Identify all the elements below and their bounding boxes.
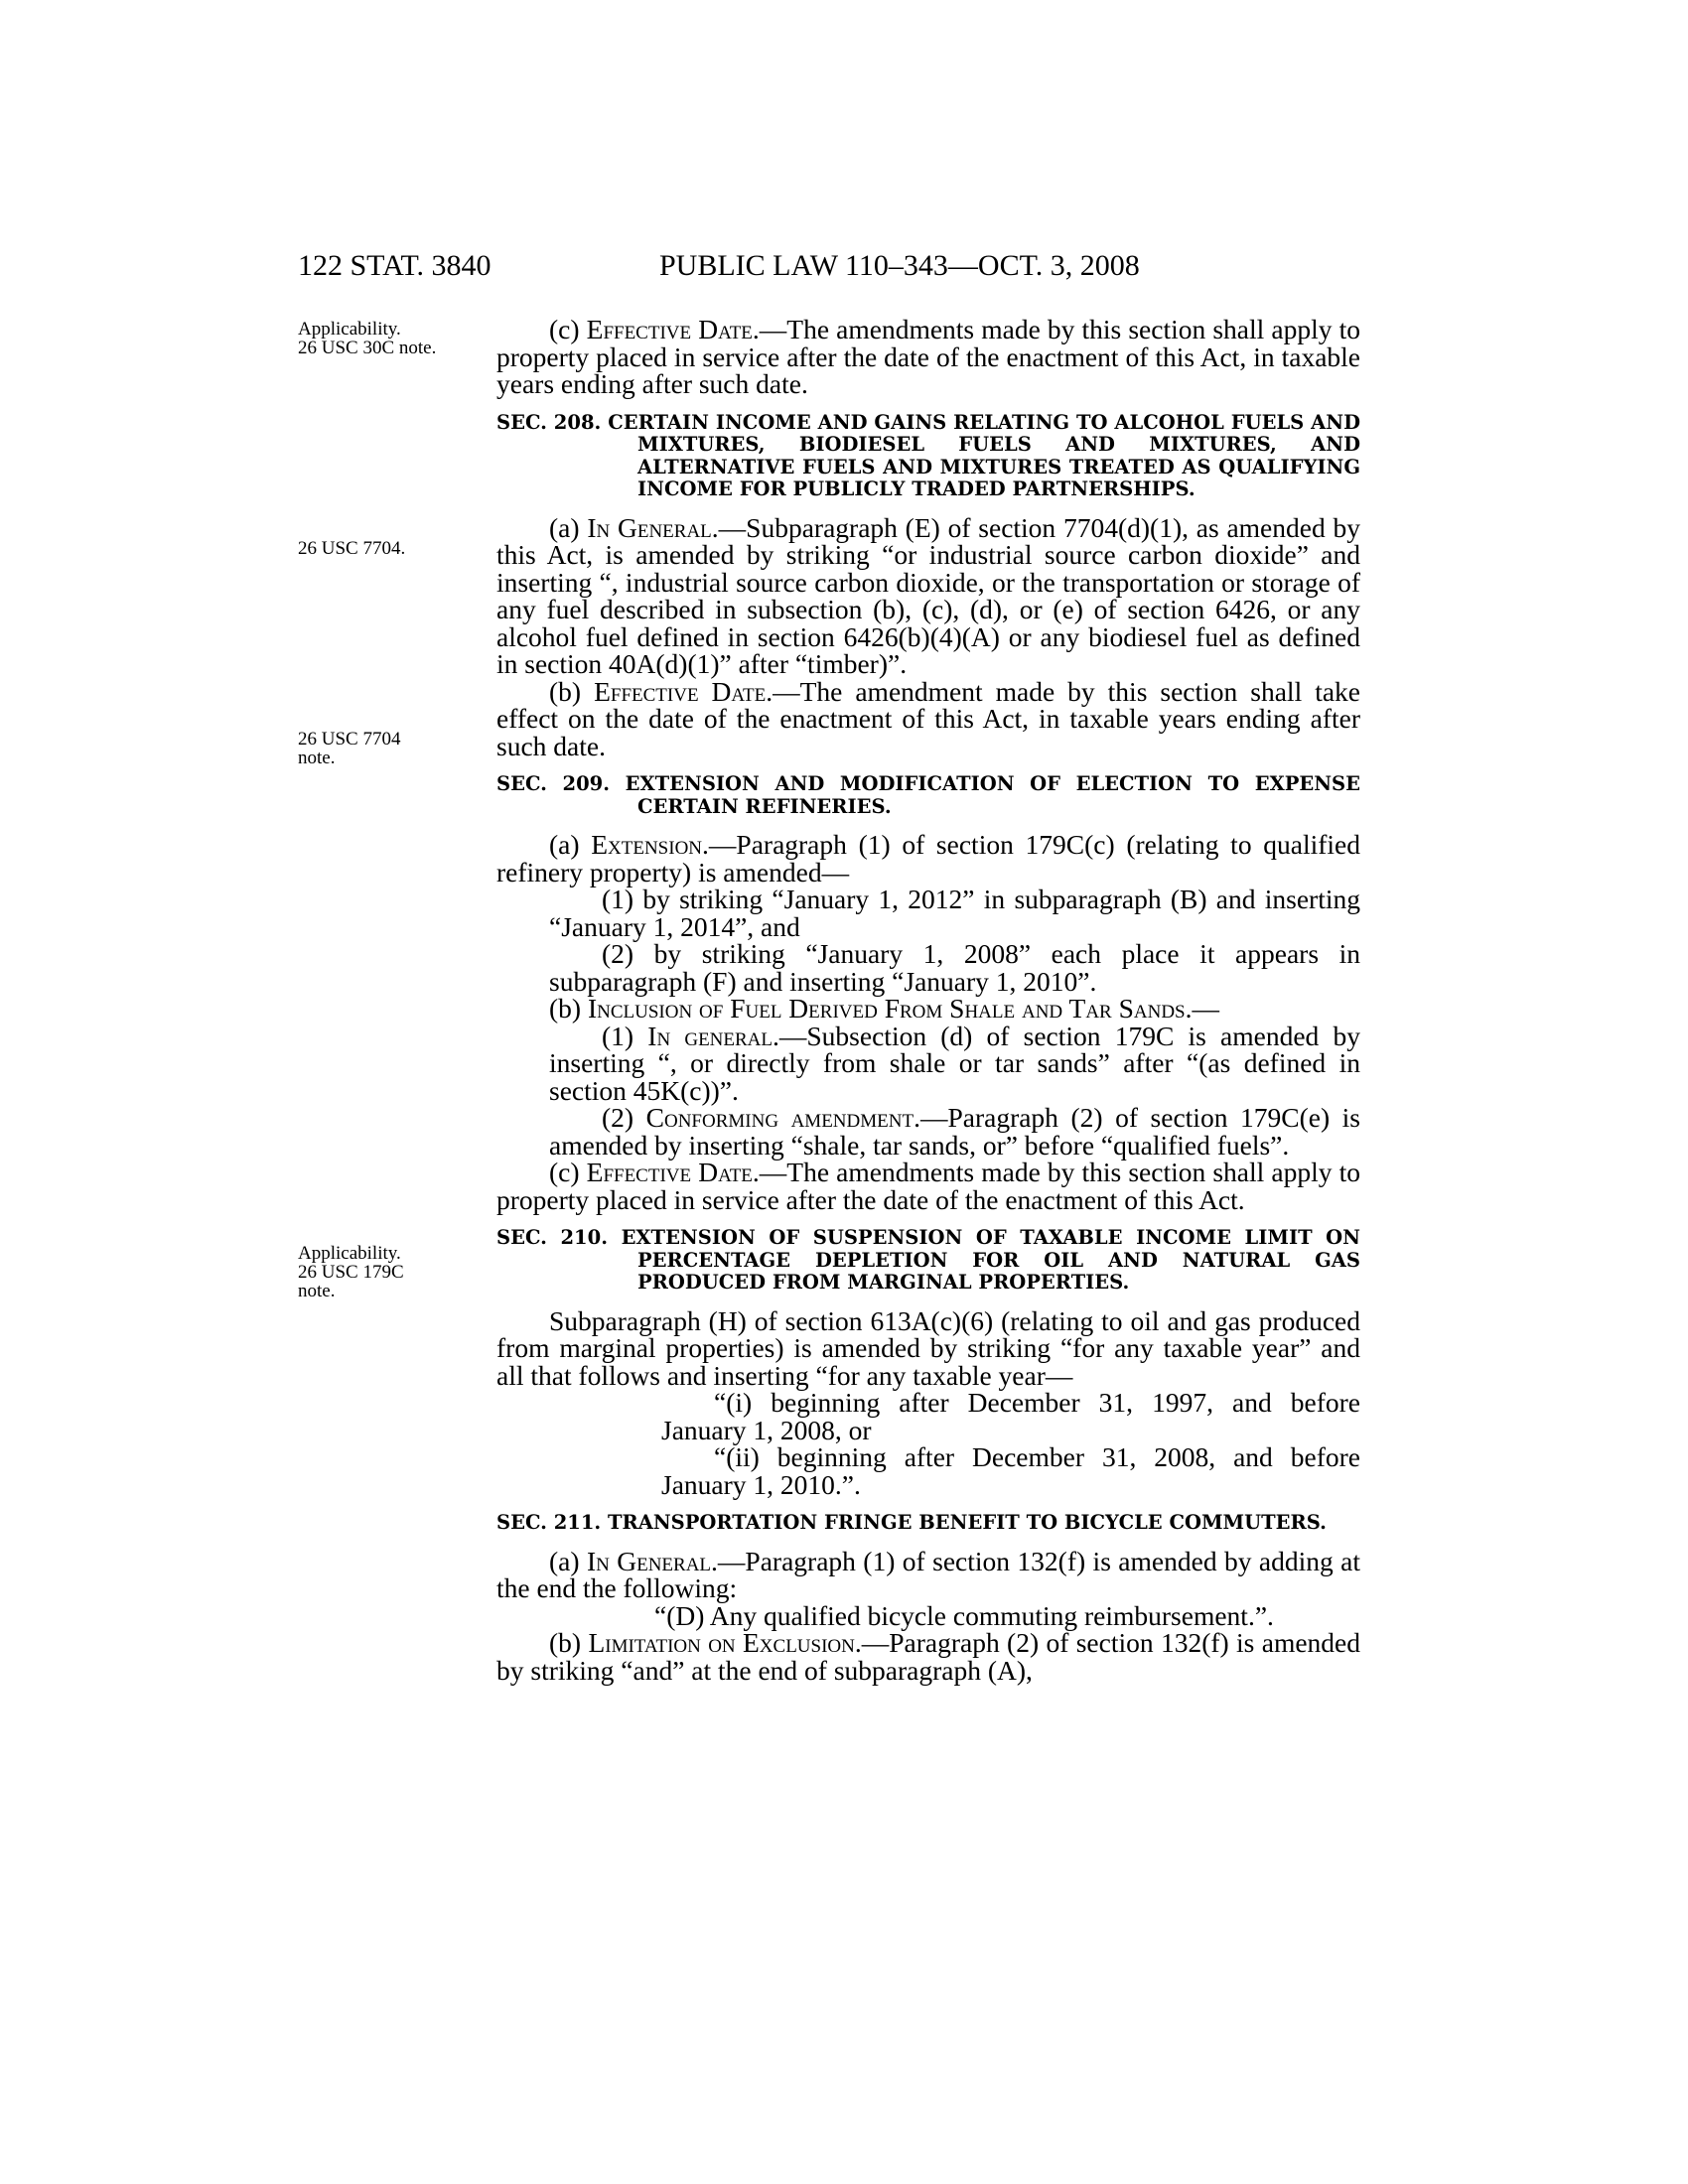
paragraph: (1) In general.—Subsection (d) of section 179C is amended by inserting “, or directly from shale or tar sands” after “(as defined in section 45K(c))”. — [549, 1020, 1360, 1106]
margin-note — [298, 320, 487, 357]
paragraph: (c) Effective Date.—The amendments made by this section shall apply to property placed in service after the date of the enactment of this Act, in taxable years ending after such date. — [496, 314, 1360, 399]
page-header — [298, 248, 1360, 288]
main-text-column — [496, 316, 1360, 1684]
margin-note-line: 26 USC 7704. — [298, 538, 406, 559]
public-law-citation: PUBLIC LAW 110–343—OCT. 3, 2008 — [659, 249, 1140, 282]
margin-note-line: Applicability. — [298, 1243, 401, 1264]
margin-note — [298, 1244, 487, 1300]
paragraph: “(i) beginning after December 31, 1997, and before January 1, 2008, or — [661, 1387, 1360, 1445]
section-heading: SEC. 209. EXTENSION AND MODIFICATION OF ELECTION TO EXPENSE CERTAIN REFINERIES. — [496, 772, 1360, 818]
margin-note-line: 26 USC 30C note. — [298, 338, 437, 358]
margin-note-line: Applicability. — [298, 319, 401, 340]
margin-note — [298, 539, 487, 558]
section-heading: SEC. 211. TRANSPORTATION FRINGE BENEFIT TO BICYCLE COMMUTERS. — [496, 1511, 1327, 1534]
paragraph: (a) In General.—Subparagraph (E) of section 7704(d)(1), as amended by this Act, is amended by striking “or industrial source carbon dioxide” and inserting “, industrial source carbon dioxide, or the transportation or storage of any fuel described in subsection (b), (c), (d), or (e) of section 6426, or any alcohol fuel defined in section 6426(b)(4)(A) or any biodiesel fuel as defined in section 40A(d)(1)” after “timber)”. — [496, 511, 1361, 679]
section-heading: SEC. 210. EXTENSION OF SUSPENSION OF TAXABLE INCOME LIMIT ON PERCENTAGE DEPLETION FOR OIL AND NATURAL GAS PRODUCED FROM MARGINAL PROPERTIES. — [496, 1226, 1360, 1294]
paragraph: (a) In General.—Paragraph (1) of section 132(f) is amended by adding at the end the following: — [496, 1545, 1361, 1603]
paragraph: (b) Inclusion of Fuel Derived From Shale and Tar Sands.— — [549, 993, 1219, 1024]
paragraph: (b) Effective Date.—The amendment made by this section shall take effect on the date of the enactment of this Act, in taxable years ending after such date. — [496, 675, 1360, 761]
margin-note-line: 26 USC 179C — [298, 1262, 404, 1283]
margin-note-line: note. — [298, 748, 336, 768]
paragraph: (c) Effective Date.—The amendments made by this section shall apply to property placed in service after the date of the enactment of this Act. — [496, 1157, 1360, 1215]
paragraph: “(D) Any qualified bicycle commuting reimbursement.”. — [654, 1599, 1274, 1631]
section-heading: SEC. 208. CERTAIN INCOME AND GAINS RELATING TO ALCOHOL FUELS AND MIXTURES, BIODIESEL FUELS AND MIXTURES, AND ALTERNATIVE FUELS AND MIXTURES TREATED AS QUALIFYING INCOME FOR PUBLICLY TRADED PARTNERSHIPS. — [496, 410, 1360, 500]
margin-note-line: note. — [298, 1281, 336, 1301]
paragraph: (a) Extension.—Paragraph (1) of section 179C(c) (relating to qualified refinery property) is amended— — [496, 829, 1360, 887]
paragraph: (2) by striking “January 1, 2008” each place it appears in subparagraph (F) and inserting “January 1, 2010”. — [549, 938, 1360, 997]
paragraph: “(ii) beginning after December 31, 2008, and before January 1, 2010.”. — [661, 1441, 1360, 1500]
paragraph: (b) Limitation on Exclusion.—Paragraph (2) of section 132(f) is amended by striking “and” at the end of subparagraph (A), — [496, 1627, 1360, 1686]
statute-page-number: 122 STAT. 3840 — [298, 249, 492, 282]
margin-note — [298, 730, 487, 767]
paragraph: Subparagraph (H) of section 613A(c)(6) (relating to oil and gas produced from marginal properties) is amended by striking “for any taxable year” and all that follows and inserting “for any taxable year— — [496, 1304, 1360, 1391]
paragraph: (1) by striking “January 1, 2012” in subparagraph (B) and inserting “January 1, 2014”, and — [549, 884, 1360, 942]
paragraph: (2) Conforming amendment.—Paragraph (2) of section 179C(e) is amended by inserting “shale, tar sands, or” before “qualified fuels”. — [549, 1102, 1360, 1160]
margin-note-line: 26 USC 7704 — [298, 729, 401, 750]
